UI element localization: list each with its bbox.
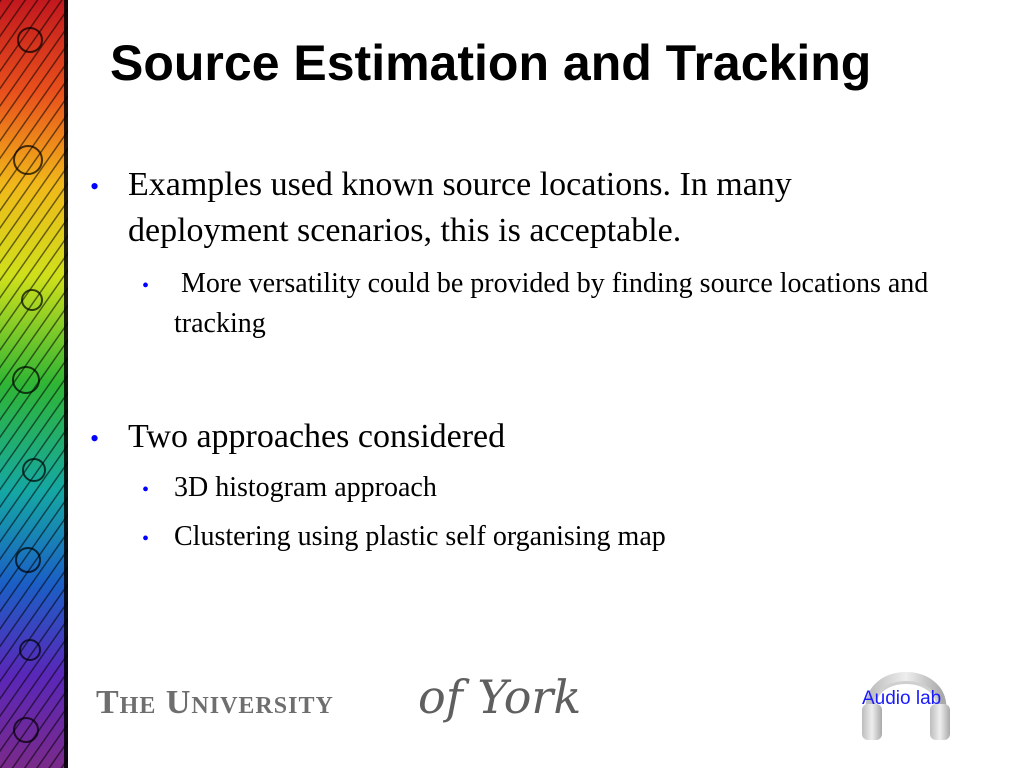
bullet-dot-icon: •	[142, 479, 150, 501]
sub-bullet-text: 3D histogram approach	[174, 472, 437, 503]
decorative-side-strip	[0, 0, 68, 768]
logo-script: of York	[418, 670, 582, 724]
page-title: Source Estimation and Tracking	[110, 35, 872, 91]
sub-bullet-item	[142, 468, 934, 508]
audio-lab-label: Audio lab	[862, 688, 942, 709]
sub-bullet-text: Clustering using plastic self organising map	[174, 521, 666, 552]
bullet-dot-icon: •	[90, 424, 100, 453]
audio-lab-badge	[856, 648, 956, 748]
bullet-item	[90, 162, 948, 254]
bullet-text: Two approaches considered	[128, 418, 506, 455]
bullet-dot-icon: •	[90, 172, 100, 201]
sub-bullet-text: More versatility could be provided by finding source locations and tracking	[174, 268, 936, 339]
bullet-item	[90, 414, 948, 460]
bullet-dot-icon: •	[142, 528, 150, 550]
bullet-dot-icon: •	[142, 275, 150, 297]
sub-bullet-item	[142, 517, 934, 557]
logo-text: The University	[96, 684, 334, 721]
rainbow-pattern-icon	[0, 0, 68, 768]
bullet-text: Examples used known source locations. In many deployment scenarios, this is acceptable.	[128, 166, 792, 249]
sub-bullet-item	[142, 264, 936, 344]
university-logo	[96, 670, 582, 732]
